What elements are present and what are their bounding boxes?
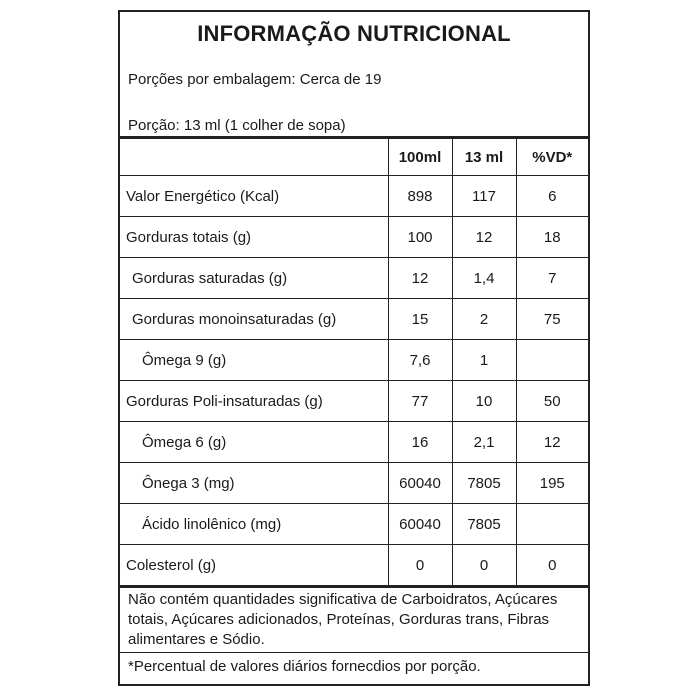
nutrient-name: Ômega 6 (g): [120, 422, 388, 463]
value-100ml: 7,6: [388, 340, 452, 381]
value-portion: 7805: [452, 463, 516, 504]
table-header-row: [120, 139, 588, 176]
value-portion: 7805: [452, 504, 516, 545]
value-daily: [516, 340, 588, 381]
table-row: [120, 422, 588, 463]
header-daily-value: %VD*: [516, 139, 588, 176]
serving-size: Porção: 13 ml (1 colher de sopa): [128, 117, 346, 134]
table-row: [120, 299, 588, 340]
value-100ml: 60040: [388, 463, 452, 504]
value-daily: [516, 504, 588, 545]
value-portion: 117: [452, 176, 516, 217]
value-portion: 10: [452, 381, 516, 422]
header-nutrient: [120, 139, 388, 176]
nutrient-name: Gorduras monoinsaturadas (g): [120, 299, 388, 340]
nutrition-table: [120, 139, 588, 585]
value-daily: 7: [516, 258, 588, 299]
header-100ml: 100ml: [388, 139, 452, 176]
nutrient-name: Gorduras saturadas (g): [120, 258, 388, 299]
value-daily: 0: [516, 545, 588, 586]
value-portion: 0: [452, 545, 516, 586]
nutrient-name: Ônega 3 (mg): [120, 463, 388, 504]
value-100ml: 100: [388, 217, 452, 258]
value-daily: 50: [516, 381, 588, 422]
value-portion: 12: [452, 217, 516, 258]
table-row: [120, 258, 588, 299]
table-row: [120, 504, 588, 545]
header-portion: 13 ml: [452, 139, 516, 176]
daily-value-footnote: *Percentual de valores diários fornecdios por porção.: [120, 652, 588, 681]
value-portion: 2,1: [452, 422, 516, 463]
value-portion: 1,4: [452, 258, 516, 299]
value-portion: 1: [452, 340, 516, 381]
value-100ml: 15: [388, 299, 452, 340]
value-100ml: 898: [388, 176, 452, 217]
value-daily: 75: [516, 299, 588, 340]
nutrient-name: Gorduras totais (g): [120, 217, 388, 258]
table-row: [120, 217, 588, 258]
value-100ml: 0: [388, 545, 452, 586]
value-100ml: 12: [388, 258, 452, 299]
nutrient-name: Gorduras Poli-insaturadas (g): [120, 381, 388, 422]
nutrient-name: Ácido linolênico (mg): [120, 504, 388, 545]
value-100ml: 16: [388, 422, 452, 463]
nutrient-name: Valor Energético (Kcal): [120, 176, 388, 217]
table-row: [120, 176, 588, 217]
value-daily: 18: [516, 217, 588, 258]
table-row: [120, 545, 588, 586]
nutrient-name: Colesterol (g): [120, 545, 388, 586]
value-daily: 195: [516, 463, 588, 504]
servings-per-package: Porções por embalagem: Cerca de 19: [128, 71, 382, 88]
value-daily: 12: [516, 422, 588, 463]
nutrient-name: Ômega 9 (g): [120, 340, 388, 381]
table-row: [120, 340, 588, 381]
value-100ml: 77: [388, 381, 452, 422]
value-daily: 6: [516, 176, 588, 217]
value-portion: 2: [452, 299, 516, 340]
table-row: [120, 463, 588, 504]
label-title: INFORMAÇÃO NUTRICIONAL: [197, 21, 511, 46]
table-row: [120, 381, 588, 422]
absence-note: Não contém quantidades significativa de Carboidratos, Açúcares totais, Açúcares adicionados, Proteínas, Gorduras trans, Fibras alimentares e Sódio.: [120, 585, 588, 652]
value-100ml: 60040: [388, 504, 452, 545]
nutrition-label: [118, 10, 590, 686]
